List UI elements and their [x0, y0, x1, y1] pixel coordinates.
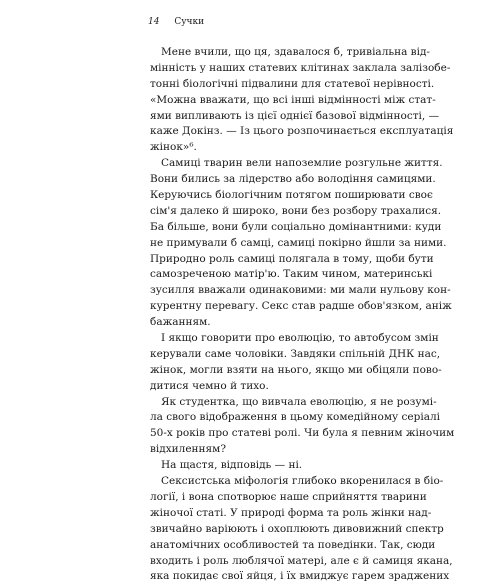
text-line: Сексистська міфологія глибоко вкоренилася в біо- — [161, 475, 444, 488]
text-line: жіночої статі. У природі форма та роль жінки над- — [150, 506, 432, 519]
text-line: бажанням. — [150, 316, 211, 329]
paragraph — [150, 45, 454, 156]
text-line: керували саме чоловіки. Завдяки спільній ДНК нас, — [150, 347, 441, 360]
text-line: Керуючись біологічним потягом поширювати своє — [150, 189, 433, 202]
running-title: Сучки — [174, 17, 205, 27]
paragraph — [150, 331, 442, 395]
text-line: тонні біологічні підвалини для статевої нерівності. — [150, 77, 435, 90]
text-line: ями випливають із цієї однієї базової відмінності, — — [150, 109, 440, 122]
text-line: Як студентка, що вивчала еволюцію, я не розумі- — [161, 395, 437, 408]
text-line: ла свого відображення в цьому комедійному серіалі — [150, 411, 441, 424]
text-line: Самиці тварин вели напоземлие розгульне життя. — [161, 157, 443, 170]
page-number: 14 — [148, 17, 160, 27]
paragraph — [150, 395, 455, 459]
text-line: мінність у наших статевих клітинах заклала залізобе- — [150, 61, 451, 74]
text-line: логії, і вона спотворює наше сприйняття тварини — [150, 490, 427, 503]
text-line: Вони бились за лідерство або володіння самицями. — [150, 173, 436, 186]
body-text — [150, 45, 455, 585]
text-line: жінок»⁶. — [150, 141, 197, 154]
paragraph — [150, 458, 390, 474]
text-line: анатомічних особливостей та поведінки. Так, сюди — [150, 538, 436, 551]
text-line: яка покидає свої яйця, і їх вмиджує гарем зраджених — [150, 570, 450, 583]
text-line: самозреченою матір'ю. Таким чином, материнські — [150, 268, 433, 281]
text-line: дитися чемно й тихо. — [150, 379, 269, 392]
text-line: каже Докінз. — Із цього розпочинається експлуатація — [150, 125, 454, 138]
text-line: сім'я далеко й широко, вони без розбору трахалися. — [150, 204, 442, 217]
running-head — [148, 16, 204, 28]
text-line: Мене вчили, що ця, здавалося б, тривіальна від- — [161, 46, 430, 58]
text-line: І якщо говорити про еволюцію, то автобусом змін — [161, 332, 439, 345]
text-line: зусилля вважали одинаковими: ми мали нульову кон- — [150, 284, 451, 297]
text-line: жінок, могли взяти на нього, якщо ми обіцяли пово- — [150, 363, 442, 376]
text-line: курентну перевагу. Секс став радше обов'язком, аніж — [150, 300, 452, 313]
text-line: відхиленням? — [150, 443, 226, 456]
text-line: звичайно варіюють і охоплюють дивовижний спектр — [150, 522, 444, 535]
text-line: Природно роль самиці полягала в тому, щоби бути — [150, 252, 434, 265]
text-line: «Можна вважати, що всі інші відмінності між стат- — [150, 93, 436, 106]
text-line: не примували б самці, самиці покірно йшли за ними. — [150, 236, 447, 249]
text-line: Ба більше, вони були соціально домінантними: куди — [150, 220, 442, 233]
text-line: На щастя, відповідь — ні. — [161, 459, 303, 472]
paragraph — [150, 156, 452, 331]
text-line: входить і роль люблячої матері, але є й самиця якана, — [150, 554, 453, 567]
paragraph — [150, 474, 453, 585]
text-line: 50-х років про статеві ролі. Чи була я певним жіночим — [150, 427, 455, 440]
